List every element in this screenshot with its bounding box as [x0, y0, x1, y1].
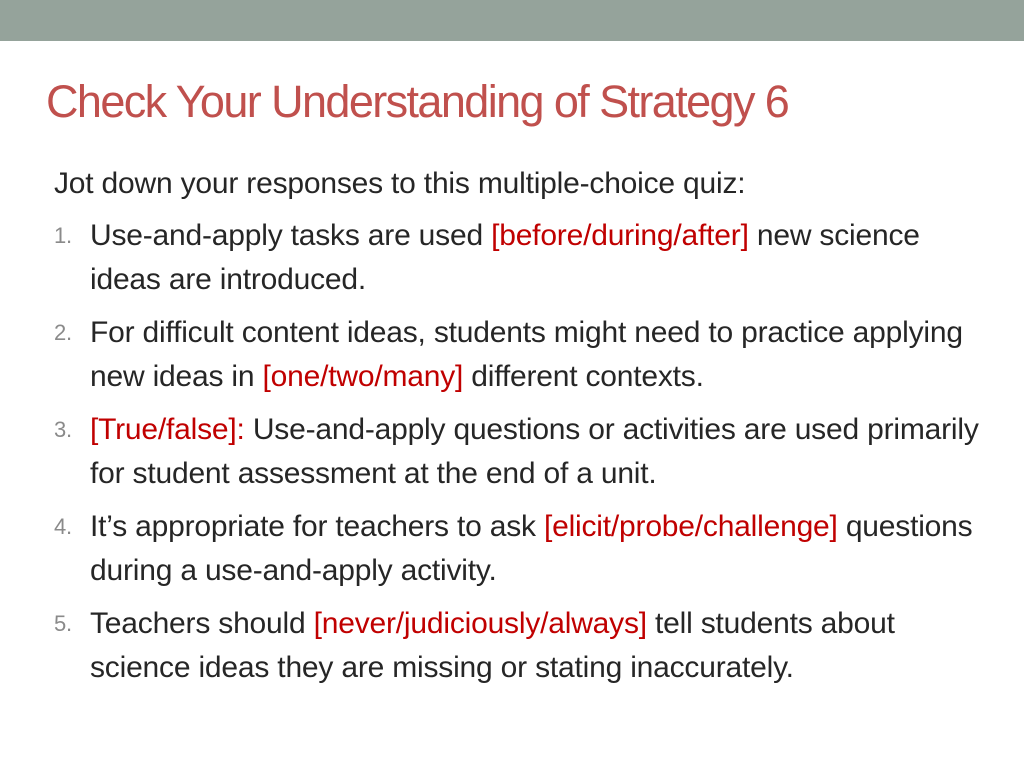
item-text: [90, 602, 994, 690]
slide-content: [54, 162, 994, 699]
quiz-item-5: [54, 602, 994, 690]
quiz-list: [54, 214, 994, 690]
answer-choices: [before/during/after]: [491, 219, 749, 252]
question-text-after: Use-and-apply questions or activities are used primarily for student assessment at the end of a unit.: [90, 413, 979, 490]
item-text: [90, 311, 994, 399]
question-text-before: Use-and-apply tasks are used: [90, 219, 492, 252]
quiz-item-2: [54, 311, 994, 399]
item-text: [90, 505, 994, 593]
question-text-after: questions during a use-and-apply activity.: [90, 510, 973, 587]
question-text-after: different contexts.: [463, 360, 704, 393]
quiz-item-4: [54, 505, 994, 593]
item-number: 3.: [54, 417, 72, 442]
answer-choices: [one/two/many]: [262, 360, 464, 393]
question-text-before: For difficult content ideas, students might need to practice applying new ideas in: [90, 316, 963, 393]
answer-choices: [True/false]:: [90, 413, 245, 446]
item-text: [90, 214, 994, 302]
item-number: 2.: [54, 320, 72, 345]
item-number: 4.: [54, 514, 72, 539]
question-text-after: new science ideas are introduced.: [90, 219, 920, 296]
quiz-item-3: [54, 408, 994, 496]
item-number: 5.: [54, 611, 72, 636]
intro-text: Jot down your responses to this multiple-choice quiz:: [54, 167, 746, 200]
slide-title: Check Your Understanding of Strategy 6: [46, 76, 789, 127]
question-text-after: tell students about science ideas they are missing or stating inaccurately.: [90, 607, 895, 684]
answer-choices: [never/judiciously/always]: [313, 607, 647, 640]
top-banner: [0, 0, 1024, 41]
item-text: [90, 408, 994, 496]
quiz-item-1: [54, 214, 994, 302]
question-text-before: It’s appropriate for teachers to ask: [90, 510, 544, 543]
item-number: 1.: [54, 223, 72, 248]
question-text-before: Teachers should: [90, 607, 314, 640]
answer-choices: [elicit/probe/challenge]: [543, 510, 838, 543]
